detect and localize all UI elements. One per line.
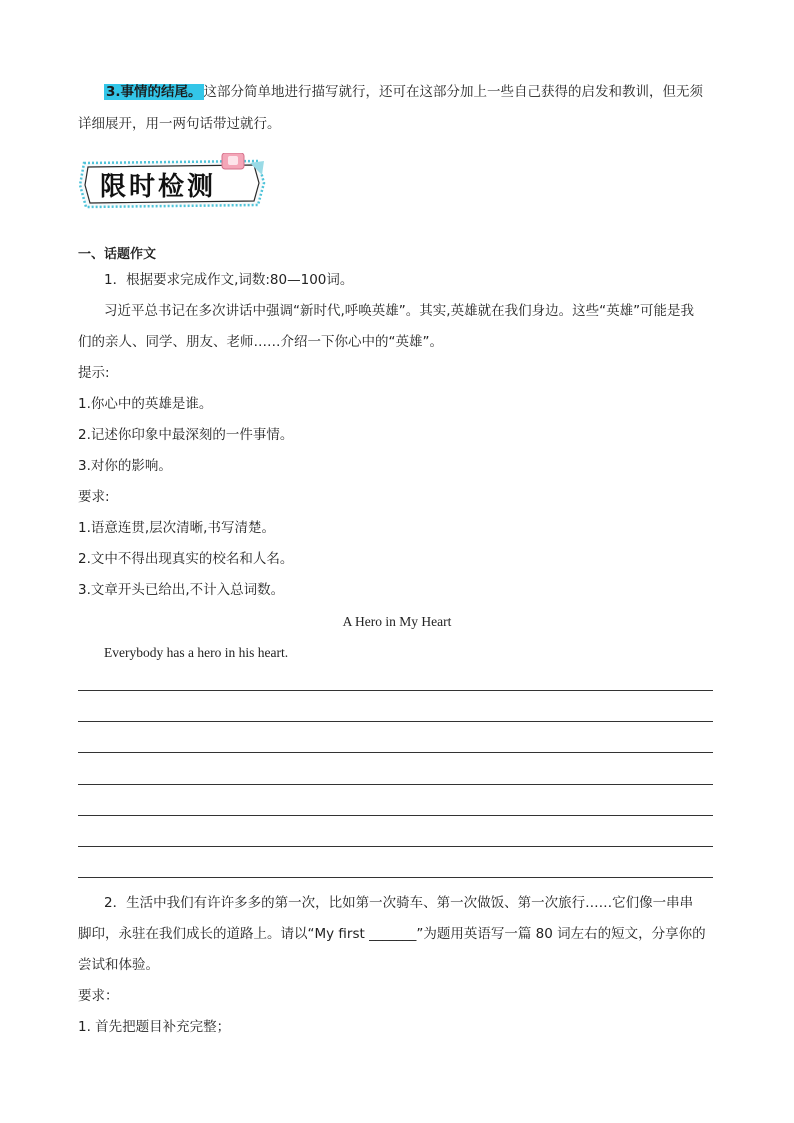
banner-title: 限时检测 [100, 172, 217, 202]
q1-para-line-2: 们的亲人、同学、朋友、老师……介绍一下你心中的“英雄”。 [78, 334, 443, 350]
q1-hint-3: 3.对你的影响。 [78, 458, 172, 474]
q2-line-1: 2．生活中我们有许许多多的第一次，比如第一次骑车、第一次做饭、第一次旅行……它们像一串串 [104, 895, 694, 911]
paper-clip-icon [222, 153, 244, 169]
intro-line-1 [104, 82, 703, 102]
q2-line-3: 尝试和体验。 [78, 957, 159, 973]
q1-hint-2: 2.记述你印象中最深刻的一件事情。 [78, 427, 294, 443]
intro-highlight: 3.事情的结尾。 [106, 84, 202, 100]
answer-line[interactable] [78, 721, 713, 722]
q2-line-2 [78, 924, 706, 944]
answer-line[interactable] [78, 815, 713, 816]
intro-line1-text: 这部分简单地进行描写就行，还可在这部分加上一些自己获得的启发和教训，但无须 [203, 84, 704, 100]
q1-hint-1: 1.你心中的英雄是谁。 [78, 396, 213, 412]
q1-instruction: 1．根据要求完成作文,词数:80—100词。 [104, 272, 354, 288]
essay-title: A Hero in My Heart [342, 614, 452, 629]
q1-hints-label: 提示: [78, 365, 110, 381]
q1-req-2: 2.文中不得出现真实的校名和人名。 [78, 551, 294, 567]
q2-line2-start: 脚印，永驻在我们成长的道路上。请以“My first [78, 926, 370, 942]
q1-req-3: 3.文章开头已给出,不计入总词数。 [78, 582, 285, 598]
q1-para-line-1: 习近平总书记在多次讲话中强调“新时代,呼唤英雄”。其实,英雄就在我们身边。这些“英雄”可能是我 [104, 303, 695, 319]
section-heading: 一、话题作文 [78, 247, 157, 262]
answer-line[interactable] [78, 784, 713, 785]
title-blank[interactable]: _______ [369, 926, 417, 942]
q1-req-label: 要求: [78, 489, 110, 505]
q2-line2-end: ”为题用英语写一篇 80 词左右的短文，分享你的 [416, 926, 706, 942]
essay-opening: Everybody has a hero in his heart. [104, 645, 289, 660]
q2-req-label: 要求： [78, 988, 119, 1004]
answer-line[interactable] [78, 690, 713, 691]
intro-line-2: 详细展开，用一两句话带过就行。 [78, 116, 281, 132]
q1-req-1: 1.语意连贯,层次清晰,书写清楚。 [78, 520, 275, 536]
q2-req-1: 1. 首先把题目补充完整； [78, 1019, 231, 1035]
answer-line[interactable] [78, 877, 713, 878]
answer-line[interactable] [78, 752, 713, 753]
answer-line[interactable] [78, 846, 713, 847]
